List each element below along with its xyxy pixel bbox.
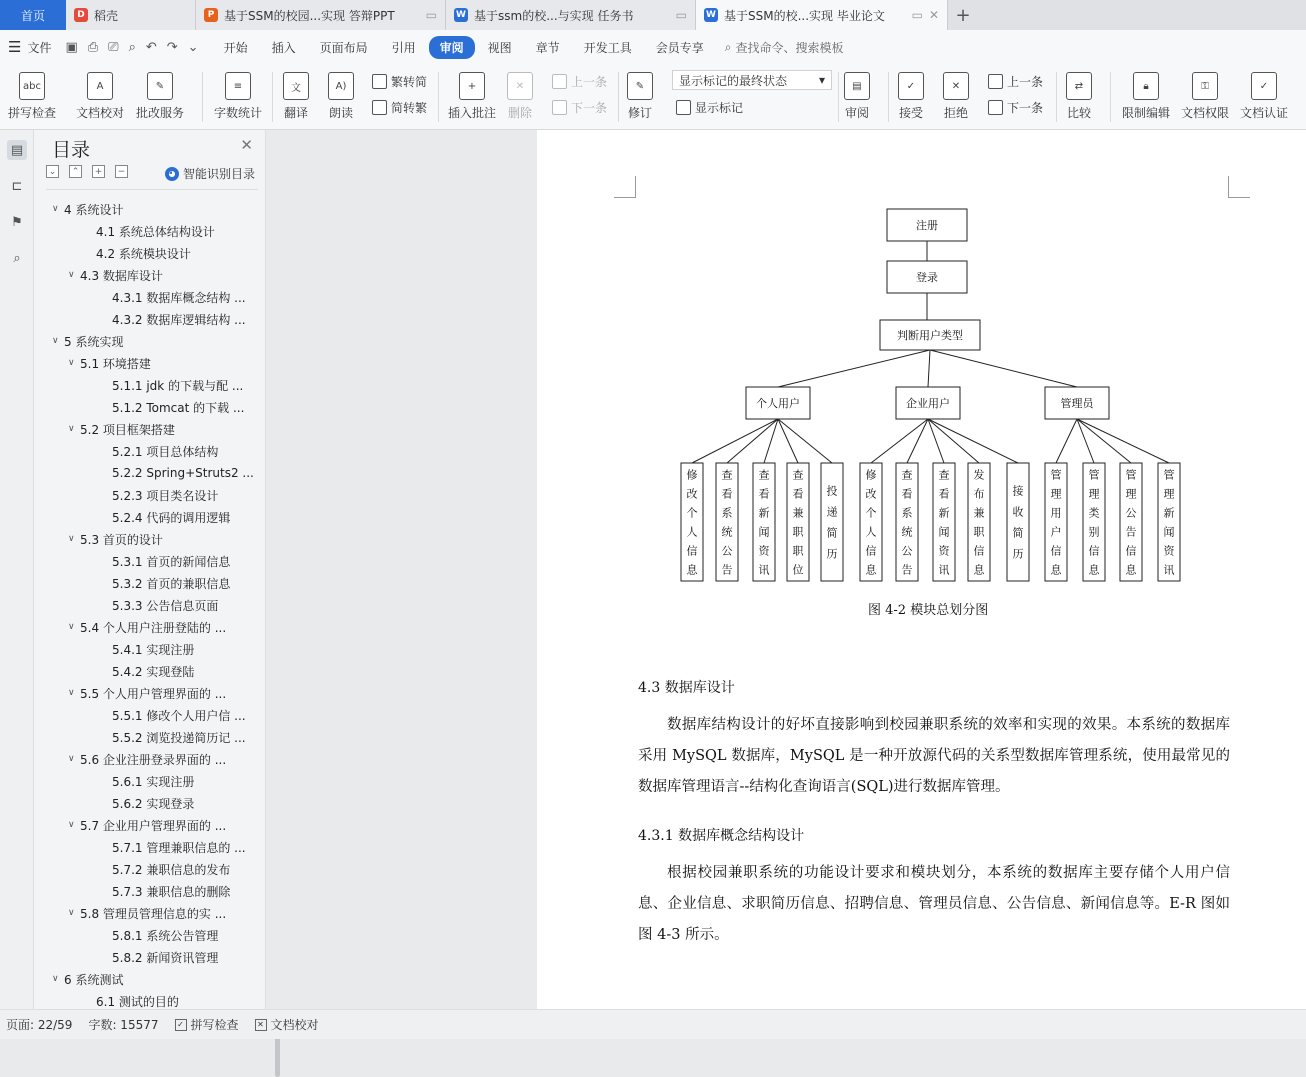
toc-item-label: 5.5.1 修改个人用户信 ... xyxy=(112,708,246,723)
module-diagram xyxy=(660,200,1200,590)
toc-item[interactable] xyxy=(52,528,238,550)
tab-task-doc[interactable] xyxy=(446,0,696,30)
toc-item[interactable] xyxy=(52,902,238,924)
toc-title: 目录 xyxy=(52,139,91,161)
button-label: 删除 xyxy=(507,106,532,120)
toc-item[interactable] xyxy=(52,506,238,528)
toc-item[interactable] xyxy=(52,396,245,418)
button-label: 翻译 xyxy=(283,106,308,120)
diagram-leaf-label: 管理新闻资讯 xyxy=(1163,468,1175,577)
proofread-icon: A xyxy=(87,72,113,100)
chevron-down-icon[interactable]: ∨ xyxy=(68,358,75,368)
toc-item[interactable] xyxy=(52,748,238,770)
menu-view[interactable]: 视图 xyxy=(487,40,512,55)
docer-icon: D xyxy=(74,8,88,22)
diagram-node-label: 企业用户 xyxy=(906,397,950,410)
diagram-leaf-label: 管理公告信息 xyxy=(1125,468,1137,577)
compare-icon: ⇄ xyxy=(1066,72,1092,100)
toc-item-label: 5.2.4 代码的调用逻辑 xyxy=(112,510,231,525)
toc-item-label: 6.1 测试的目的 xyxy=(96,994,179,1009)
toc-item-label: 5.1 环境搭建 xyxy=(80,356,151,371)
proofread-button[interactable] xyxy=(76,72,124,121)
toc-item[interactable] xyxy=(52,572,238,594)
toc-item-label: 4.3.2 数据库逻辑结构 ... xyxy=(112,312,246,327)
diagram-leaf-label: 管理用户信息 xyxy=(1050,468,1062,577)
chevron-down-icon[interactable]: ∨ xyxy=(68,534,75,544)
toc-item[interactable] xyxy=(52,286,246,308)
toc-item[interactable] xyxy=(52,484,238,506)
diagram-node-label: 判断用户类型 xyxy=(897,329,963,342)
expand-all-icon[interactable]: ⌃ xyxy=(69,165,82,178)
button-label: 审阅 xyxy=(844,106,869,120)
diagram-leaf-label: 修改个人信息 xyxy=(865,468,877,577)
export-pdf-icon[interactable]: ⎙ xyxy=(87,39,99,55)
tab-label: 首页 xyxy=(20,8,45,23)
toc-item-label: 4.2 系统模块设计 xyxy=(96,246,191,261)
button-label: 接受 xyxy=(898,106,923,120)
toc-item-label: 5.8.1 系统公告管理 xyxy=(112,928,219,943)
tab-thesis[interactable] xyxy=(696,0,948,30)
chapter-nav-icon[interactable]: ⊏ xyxy=(11,178,23,194)
toc-item-label: 5.3.2 首页的兼职信息 xyxy=(112,576,231,591)
toc-item-label: 5.2 项目框架搭建 xyxy=(80,422,175,437)
toc-item[interactable] xyxy=(52,374,244,396)
chevron-down-icon[interactable]: ∨ xyxy=(68,820,75,830)
chevron-down-icon[interactable]: ∨ xyxy=(52,204,59,214)
doc-certify-button[interactable] xyxy=(1240,72,1288,121)
toc-toolbar xyxy=(46,165,128,178)
track-changes-icon: ✎ xyxy=(627,72,653,100)
toc-item[interactable] xyxy=(52,308,246,330)
search-icon[interactable]: ⌕ xyxy=(13,250,21,266)
toc-item-label: 5.2.1 项目总体结构 xyxy=(112,444,219,459)
divider xyxy=(438,72,439,122)
toc-item-label: 4.1 系统总体结构设计 xyxy=(96,224,215,239)
button-label: 修订 xyxy=(627,106,652,120)
redo-icon[interactable]: ↷ xyxy=(166,39,178,55)
reject-icon: ✕ xyxy=(943,72,969,100)
word-count[interactable]: 字数: 15577 xyxy=(88,1018,159,1032)
page-indicator[interactable]: 页面: 22/59 xyxy=(6,1018,73,1032)
menu-references[interactable]: 引用 xyxy=(391,40,416,55)
reject-button[interactable] xyxy=(943,72,969,121)
diagram-leaf-label: 发布兼职信息 xyxy=(973,468,985,577)
toc-item-label: 5.4 个人用户注册登陆的 ... xyxy=(80,620,227,635)
chevron-down-icon: ▾ xyxy=(818,73,825,87)
review-service-button[interactable] xyxy=(136,72,184,121)
collapse-all-icon[interactable]: ⌄ xyxy=(46,165,59,178)
chevron-down-icon[interactable]: ⌄ xyxy=(187,39,199,55)
toc-item-label: 5.8.2 新闻资讯管理 xyxy=(112,950,219,965)
tab-home[interactable] xyxy=(0,0,66,30)
show-markup-icon xyxy=(676,100,691,115)
divider xyxy=(46,189,258,190)
tab-label: 稻壳 xyxy=(94,8,119,23)
diagram-connector xyxy=(1056,419,1077,463)
select-value: 显示标记的最终状态 xyxy=(679,73,788,88)
bookmark-icon[interactable]: ⚑ xyxy=(11,214,23,230)
chevron-down-icon[interactable]: ∨ xyxy=(68,908,75,918)
toc-item-label: 5.5 个人用户管理界面的 ... xyxy=(80,686,227,701)
trad-to-simp-button[interactable] xyxy=(372,73,427,90)
simp-trad-icon xyxy=(372,100,387,115)
accept-button[interactable] xyxy=(898,72,924,121)
toc-item[interactable] xyxy=(52,880,238,902)
read-aloud-icon: A) xyxy=(328,72,354,100)
diagram-node-label: 登录 xyxy=(916,271,938,284)
quick-access xyxy=(65,40,198,55)
chevron-down-icon[interactable]: ∨ xyxy=(52,336,59,346)
next-comment-button[interactable] xyxy=(552,99,607,116)
toc-item[interactable] xyxy=(52,792,238,814)
menu-home[interactable]: 开始 xyxy=(223,40,248,55)
toc-panel xyxy=(34,130,266,1009)
diagram-leaf xyxy=(821,463,843,581)
search-icon: ⌕ xyxy=(724,39,732,54)
button-label: 插入批注 xyxy=(448,106,497,120)
toc-item-label: 5.6.2 实现登录 xyxy=(112,796,195,811)
diagram-leaf-label: 查看新闻资讯 xyxy=(938,468,950,577)
menu-review[interactable]: 审阅 xyxy=(429,36,475,59)
button-label: 拼写检查 xyxy=(8,106,57,120)
toc-item[interactable] xyxy=(52,770,238,792)
diagram-node-label: 注册 xyxy=(916,219,938,232)
print-preview-icon[interactable]: ⌕ xyxy=(128,39,136,55)
restrict-edit-button[interactable] xyxy=(1122,72,1170,121)
word-icon: W xyxy=(704,8,718,22)
compare-button[interactable] xyxy=(1066,72,1092,121)
word-count-icon: ≡ xyxy=(225,72,251,100)
subsection-heading: 4.3.1 数据库概念结构设计 xyxy=(638,828,805,844)
diagram-leaf-label: 查看系统公告 xyxy=(721,468,733,577)
smart-toc-button[interactable] xyxy=(165,165,255,182)
divider xyxy=(618,72,619,122)
remove-level-icon[interactable]: − xyxy=(115,165,128,178)
show-markup-button[interactable] xyxy=(676,99,743,116)
chevron-down-icon[interactable]: ∨ xyxy=(68,270,75,280)
translate-button[interactable] xyxy=(283,72,309,121)
tab-pin-icon[interactable]: ▭ xyxy=(675,8,687,22)
toc-item-label: 5.6 企业注册登录界面的 ... xyxy=(80,752,227,767)
toc-item[interactable] xyxy=(52,440,238,462)
button-label: 朗读 xyxy=(328,106,353,120)
toc-item[interactable] xyxy=(52,462,254,484)
toc-item[interactable] xyxy=(52,330,238,352)
toc-item-label: 5.4.1 实现注册 xyxy=(112,642,195,657)
close-icon[interactable]: ✕ xyxy=(928,8,939,22)
tab-label: 基于ssm的校...与实现 任务书 xyxy=(474,8,634,23)
toc-item-label: 5.4.2 实现登陆 xyxy=(112,664,195,679)
track-changes-button[interactable] xyxy=(627,72,653,121)
file-menu[interactable] xyxy=(8,38,51,56)
toc-item[interactable] xyxy=(52,352,238,374)
doc-permission-button[interactable] xyxy=(1181,72,1229,121)
chevron-down-icon[interactable]: ∨ xyxy=(52,974,59,984)
toc-item-label: 5.7.2 兼职信息的发布 xyxy=(112,862,231,877)
module-diagram-svg xyxy=(660,200,1200,590)
paragraph: 根据校园兼职系统的功能设计要求和模块划分，本系统的数据库主要存储个人用户信息、企业信息、求职简历信息、招聘信息、管理员信息、公告信息、新闻信息等。E-R 图如图 4-3 所示。 xyxy=(638,865,1230,943)
prev-comment-button[interactable] xyxy=(552,73,607,90)
diagram-leaf xyxy=(1007,463,1029,581)
divider xyxy=(838,72,839,122)
diagram-connector xyxy=(930,350,1077,387)
tab-docer[interactable] xyxy=(66,0,196,30)
toc-item[interactable] xyxy=(52,418,238,440)
review-pane-icon: ▤ xyxy=(844,72,870,100)
review-service-icon: ✎ xyxy=(147,72,173,100)
diagram-connector xyxy=(778,419,798,463)
toc-item[interactable] xyxy=(52,924,238,946)
toc-item[interactable] xyxy=(52,660,238,682)
spell-check-button[interactable] xyxy=(8,72,56,121)
tab-pin-icon[interactable]: ▭ xyxy=(425,8,437,22)
toc-item-label: 4.3.1 数据库概念结构 ... xyxy=(112,290,246,305)
close-icon[interactable]: ✕ xyxy=(240,136,253,154)
button-label: 限制编辑 xyxy=(1122,106,1171,120)
toc-item-label: 5.6.1 实现注册 xyxy=(112,774,195,789)
toc-item-label: 5 系统实现 xyxy=(64,334,124,349)
button-label: 文档校对 xyxy=(76,106,125,120)
toc-item-label: 5.7.1 管理兼职信息的 ... xyxy=(112,840,246,855)
toc-item[interactable] xyxy=(52,858,238,880)
toc-item[interactable] xyxy=(52,220,238,242)
prev-change-button[interactable] xyxy=(988,73,1043,90)
status-spell-check[interactable] xyxy=(175,1016,239,1033)
checkbox-icon: ✓ xyxy=(175,1019,187,1031)
new-tab-button[interactable]: + xyxy=(955,4,971,26)
button-label: 文档权限 xyxy=(1181,106,1230,120)
chevron-down-icon[interactable]: ∨ xyxy=(68,688,75,698)
toc-item-label: 5.5.2 浏览投递简历记 ... xyxy=(112,730,246,745)
ppt-icon: P xyxy=(204,8,218,22)
diagram-leaf-label: 查看兼职职位 xyxy=(792,468,804,577)
divider xyxy=(1056,72,1057,122)
chevron-down-icon[interactable]: ∨ xyxy=(68,622,75,632)
divider xyxy=(202,72,203,122)
diagram-node-label: 管理员 xyxy=(1060,397,1094,410)
tab-ppt[interactable] xyxy=(196,0,446,30)
page-corner-mark xyxy=(1228,176,1250,198)
status-proofread[interactable] xyxy=(255,1016,319,1033)
simp-to-trad-button[interactable] xyxy=(372,99,427,116)
button-label: 上一条 xyxy=(571,75,608,89)
diagram-connector xyxy=(871,419,928,463)
button-label: 下一条 xyxy=(571,101,608,115)
diagram-leaf-label: 管理类别信息 xyxy=(1088,468,1100,577)
paragraph: 数据库结构设计的好坏直接影响到校园兼职系统的效率和实现的效果。本系统的数据库采用 MySQL 数据库，MySQL 是一种开放源代码的关系型数据库管理系统，使用最常见的数据库管理语言--结构化查询语言(SQL)进行数据库管理。 xyxy=(638,717,1230,795)
ribbon-review xyxy=(0,64,1306,130)
hamburger-icon: ☰ xyxy=(8,38,22,56)
toc-list xyxy=(52,198,254,1012)
diagram-leaf-label: 查看新闻资讯 xyxy=(758,468,770,577)
certify-icon: ✓ xyxy=(1251,72,1277,100)
button-label: 批改服务 xyxy=(136,106,185,120)
toc-item[interactable] xyxy=(52,264,238,286)
doc-permission-icon: ⚿ xyxy=(1192,72,1218,100)
toc-item-label: 4.3 数据库设计 xyxy=(80,268,163,283)
toc-item-label: 5.3.1 首页的新闻信息 xyxy=(112,554,231,569)
insert-comment-button[interactable] xyxy=(448,72,496,121)
read-aloud-button[interactable] xyxy=(328,72,354,121)
search-placeholder: 查找命令、搜索模板 xyxy=(735,40,844,55)
nav-icon-bar xyxy=(0,130,34,1009)
toc-panel-icon[interactable]: ▤ xyxy=(7,140,27,160)
section-heading: 4.3 数据库设计 xyxy=(638,680,735,696)
toc-item-label: 5.7.3 兼职信息的删除 xyxy=(112,884,231,899)
diagram-leaf-label: 投递简历 xyxy=(826,484,838,561)
toc-item-label: 5.1.2 Tomcat 的下载 ... xyxy=(112,400,245,415)
toc-item[interactable] xyxy=(52,616,238,638)
toc-item-label: 5.2.2 Spring+Struts2 ... xyxy=(112,466,254,480)
divider xyxy=(1110,72,1111,122)
toc-item-label: 5.3 首页的设计 xyxy=(80,532,163,547)
accept-icon: ✓ xyxy=(898,72,924,100)
button-label: 显示标记 xyxy=(695,101,744,115)
diagram-connector xyxy=(907,419,928,463)
chevron-down-icon[interactable]: ∨ xyxy=(68,754,75,764)
undo-icon[interactable]: ↶ xyxy=(145,39,157,55)
toc-item[interactable] xyxy=(52,550,238,572)
chevron-down-icon[interactable]: ∨ xyxy=(68,424,75,434)
word-count-button[interactable] xyxy=(214,72,262,121)
toc-item[interactable] xyxy=(52,968,238,990)
tab-bar xyxy=(0,0,1306,30)
prev-comment-icon xyxy=(552,74,567,89)
prev-change-icon xyxy=(988,74,1003,89)
toc-item-label: 5.2.3 项目类名设计 xyxy=(112,488,219,503)
tab-label: 基于SSM的校...实现 毕业论文 xyxy=(724,8,885,23)
file-label: 文件 xyxy=(27,40,52,55)
comment-add-icon: + xyxy=(459,72,485,100)
tab-label: 基于SSM的校园...实现 答辩PPT xyxy=(224,8,395,23)
status-label: 拼写检查 xyxy=(190,1018,239,1032)
command-search[interactable] xyxy=(725,39,844,56)
print-icon[interactable]: ⎚ xyxy=(108,39,119,55)
divider xyxy=(888,72,889,122)
review-pane-button[interactable] xyxy=(844,72,870,121)
next-comment-icon xyxy=(552,100,567,115)
button-label: 智能识别目录 xyxy=(182,167,255,181)
proofread-icon: ✕ xyxy=(255,1019,267,1031)
button-label: 拒绝 xyxy=(943,106,968,120)
page-corner-mark xyxy=(614,176,636,198)
toc-item[interactable] xyxy=(52,946,238,968)
ai-icon: ◕ xyxy=(165,167,179,181)
menu-member[interactable]: 会员专享 xyxy=(655,40,704,55)
menu-layout[interactable]: 页面布局 xyxy=(319,40,368,55)
toc-item[interactable] xyxy=(52,704,246,726)
toc-item[interactable] xyxy=(52,836,246,858)
toc-item-label: 5.8 管理员管理信息的实 ... xyxy=(80,906,227,921)
diagram-leaf-label: 修改个人信息 xyxy=(686,468,698,577)
toc-item[interactable] xyxy=(52,242,238,264)
diagram-leaf-label: 接收简历 xyxy=(1012,484,1024,561)
diagram-leaf-label: 查看系统公告 xyxy=(901,468,913,577)
toc-item[interactable] xyxy=(52,814,238,836)
toc-item[interactable] xyxy=(52,594,238,616)
markup-state-select[interactable] xyxy=(672,70,832,90)
button-label: 文档认证 xyxy=(1240,106,1289,120)
add-level-icon[interactable]: + xyxy=(92,165,105,178)
divider xyxy=(272,72,273,122)
next-change-icon xyxy=(988,100,1003,115)
button-label: 繁转简 xyxy=(391,75,428,89)
button-label: 上一条 xyxy=(1007,75,1044,89)
toc-item-label: 5.7 企业用户管理界面的 ... xyxy=(80,818,227,833)
toc-item-label: 5.1.1 jdk 的下载与配 ... xyxy=(112,378,244,393)
delete-comment-button[interactable] xyxy=(507,72,533,121)
word-icon: W xyxy=(454,8,468,22)
translate-icon: 文 xyxy=(283,72,309,100)
button-label: 字数统计 xyxy=(214,106,263,120)
status-label: 文档校对 xyxy=(270,1018,319,1032)
toc-item[interactable] xyxy=(52,682,238,704)
toc-item[interactable] xyxy=(52,198,238,220)
toc-item-label: 6 系统测试 xyxy=(64,972,124,987)
menu-bar xyxy=(0,30,1306,64)
toc-item-label: 5.3.3 公告信息页面 xyxy=(112,598,219,613)
toc-item[interactable] xyxy=(52,638,238,660)
lock-icon: 🔒︎ xyxy=(1133,72,1159,100)
button-label: 简转繁 xyxy=(391,101,428,115)
toc-item[interactable] xyxy=(52,726,246,748)
status-bar xyxy=(0,1009,1306,1039)
menu-insert[interactable]: 插入 xyxy=(271,40,296,55)
save-icon[interactable]: ▣ xyxy=(65,39,78,55)
menu-chapter[interactable]: 章节 xyxy=(535,40,560,55)
diagram-node-label: 个人用户 xyxy=(756,397,800,410)
diagram-connector xyxy=(928,350,930,387)
diagram-connector xyxy=(778,350,930,387)
comment-delete-icon: ✕ xyxy=(507,72,533,100)
button-label: 比较 xyxy=(1066,106,1091,120)
toc-item-label: 4 系统设计 xyxy=(64,202,124,217)
next-change-button[interactable] xyxy=(988,99,1043,116)
button-label: 下一条 xyxy=(1007,101,1044,115)
figure-caption: 图 4-2 模块总划分图 xyxy=(868,603,989,618)
spell-check-icon: abc xyxy=(19,72,45,100)
menu-developer[interactable]: 开发工具 xyxy=(583,40,632,55)
tab-pin-icon[interactable]: ▭ xyxy=(911,8,923,22)
trad-simp-icon xyxy=(372,74,387,89)
diagram-connector xyxy=(778,419,832,463)
